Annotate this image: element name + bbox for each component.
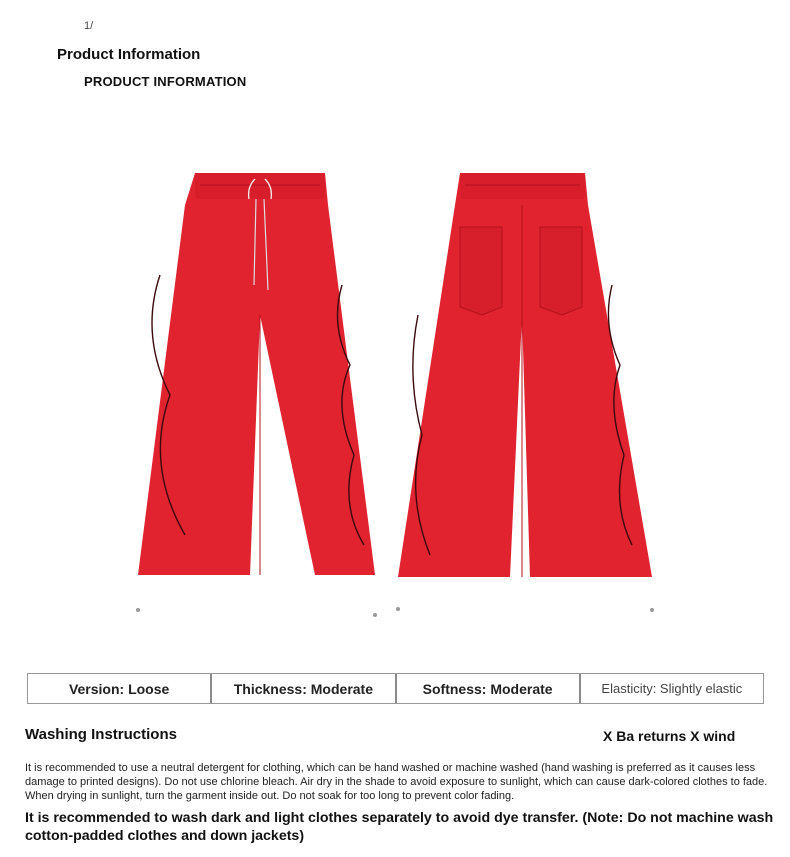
pants-back-view xyxy=(396,173,654,612)
product-image xyxy=(130,165,660,625)
pants-front-view xyxy=(136,173,377,617)
spec-elasticity: Elasticity: Slightly elastic xyxy=(601,681,743,696)
spec-table xyxy=(27,673,764,704)
page-subtitle: PRODUCT INFORMATION xyxy=(84,74,247,89)
page-number: 1/ xyxy=(84,20,94,32)
spec-softness: Softness: Moderate xyxy=(397,674,581,703)
page-title: Product Information xyxy=(57,46,201,63)
spec-version: Version: Loose xyxy=(28,674,212,703)
washing-note: It is recommended to wash dark and light clothes separately to avoid dye transfer. (Note: Do not machine wash cotton-padded clothes and down jackets) xyxy=(25,810,774,844)
brand-label: X Ba returns X wind xyxy=(603,728,736,744)
washing-instructions-text: It is recommended to use a neutral detergent for clothing, which can be hand washed or machine washed (hand washing is preferred as it causes less damage to printed designs). Do not use chlorine bleach. Air dry in the shade to avoid exposure to sunlight, which can cause dark-colored clothes to fade. When drying in sunlight, turn the garment inside out. Do not soak for too long to prevent color fading. xyxy=(25,762,768,802)
spec-thickness: Thickness: Moderate xyxy=(212,674,396,703)
washing-instructions-title: Washing Instructions xyxy=(25,726,177,743)
